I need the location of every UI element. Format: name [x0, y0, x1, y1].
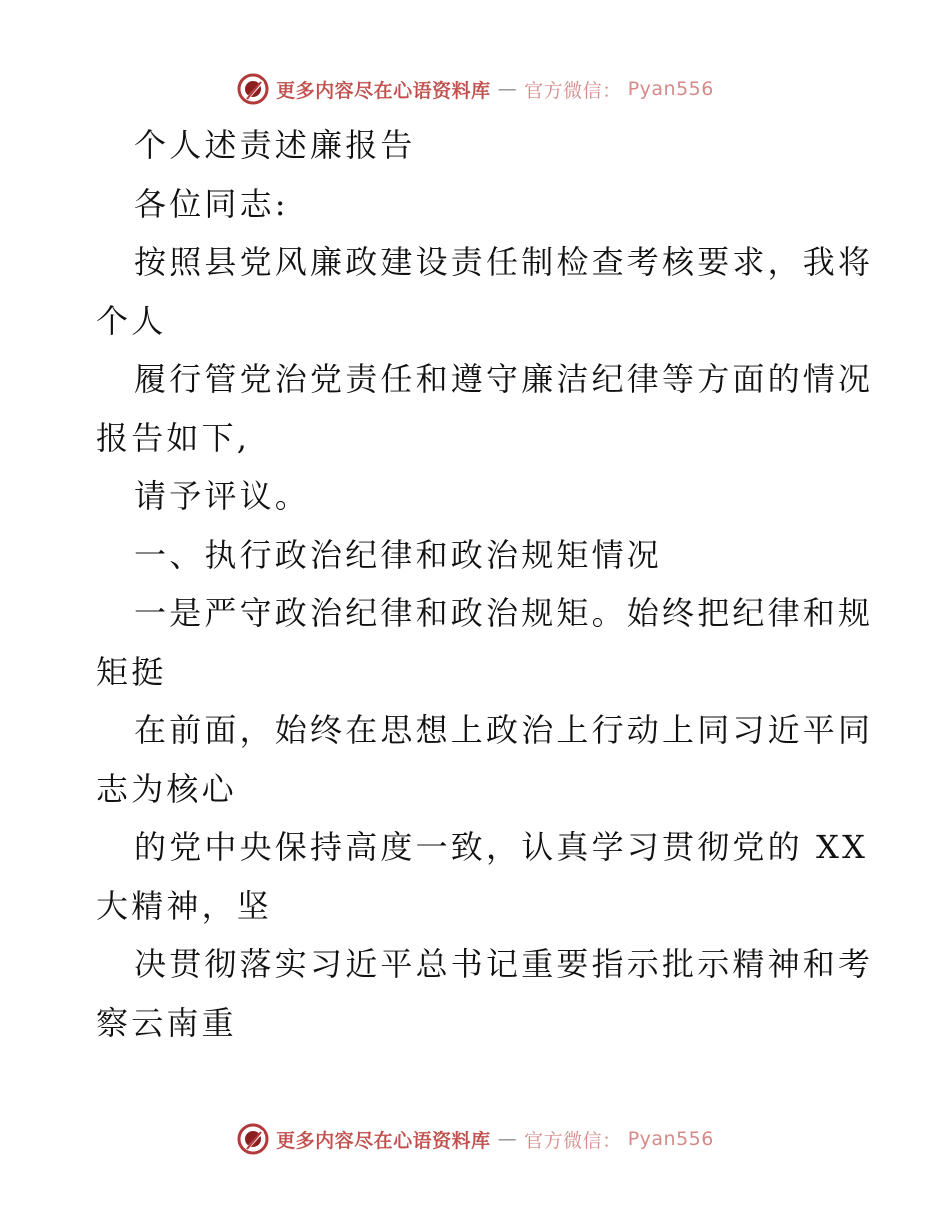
text-line: 在前面，始终在思想上政治上行动上同习近平同 [134, 711, 874, 749]
text-line: 按照县党风廉政建设责任制检查考核要求，我将 [134, 243, 874, 281]
text-line: 决贯彻落实习近平总书记重要指示批示精神和考 [134, 945, 874, 983]
watermark-dash: — [497, 1128, 518, 1150]
watermark-wechat-id: Pyan556 [627, 78, 714, 100]
text-line: 履行管党治党责任和遵守廉洁纪律等方面的情况 [134, 360, 874, 398]
watermark-text: 更多内容尽在心语资料库 [276, 79, 491, 102]
watermark-dash: — [497, 78, 518, 100]
text-line: 一是严守政治纪律和政治规矩。始终把纪律和规 [134, 594, 874, 632]
section-heading: 一、执行政治纪律和政治规矩情况 [134, 535, 663, 574]
text-line: 矩挺 [96, 652, 167, 691]
header-watermark [0, 72, 950, 106]
text-line: 请予评议。 [134, 477, 311, 515]
text-line: 个人 [96, 301, 167, 340]
salutation: 各位同志: [134, 184, 289, 223]
watermark-wechat-label: 官方微信： [524, 1129, 622, 1152]
watermark-wechat-id: Pyan556 [627, 1128, 714, 1150]
text-line: 大精神，坚 [96, 886, 273, 925]
text-line: 察云南重 [96, 1003, 237, 1042]
pen-logo-icon [236, 72, 270, 106]
footer-watermark [0, 1122, 950, 1156]
text-line: 报告如下, [96, 418, 251, 457]
document-body [96, 116, 874, 1052]
pen-logo-icon [236, 1122, 270, 1156]
watermark-wechat-label: 官方微信： [524, 79, 622, 102]
watermark-text: 更多内容尽在心语资料库 [276, 1129, 491, 1152]
document-title: 个人述责述廉报告 [134, 126, 416, 164]
text-line: 的党中央保持高度一致，认真学习贯彻党的 XX [134, 828, 869, 866]
text-line: 志为核心 [96, 769, 237, 808]
